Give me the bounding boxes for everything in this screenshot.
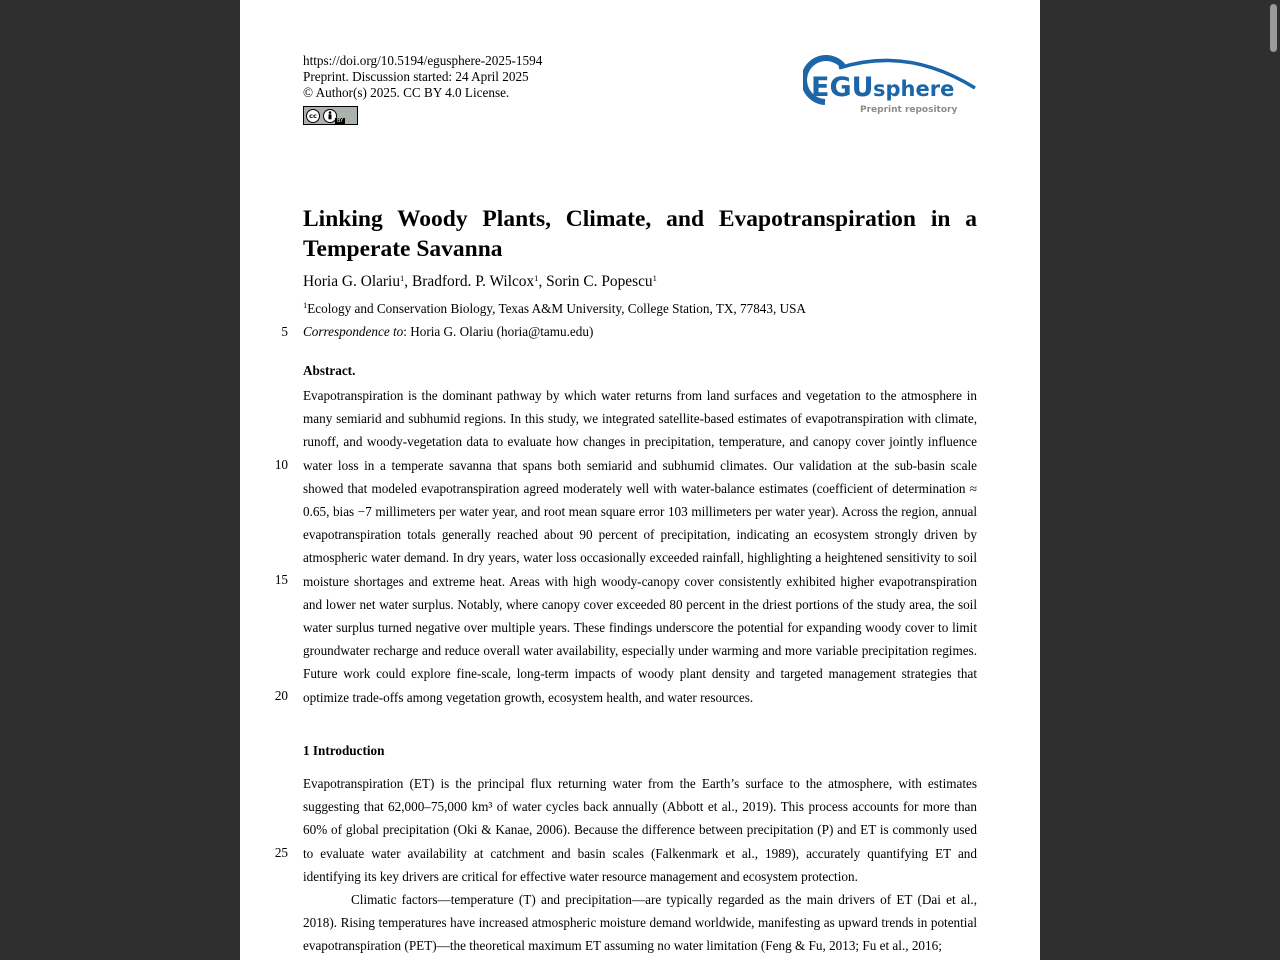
line-number: 20: [274, 688, 288, 703]
logo-subtitle: Preprint repository: [860, 105, 958, 115]
author-name: Bradford. P. Wilcox: [411, 273, 535, 290]
affil-sup: 1: [303, 300, 308, 310]
doi-link[interactable]: https://doi.org/10.5194/egusphere-2025-1594: [303, 53, 543, 68]
affil-text: Ecology and Conservation Biology, Texas A&M University, College Station, TX, 77843, USA: [307, 301, 806, 316]
line-number: 15: [274, 572, 288, 587]
logo-sphere-text: sphere: [873, 77, 955, 101]
section-heading: 1 Introduction: [303, 743, 385, 758]
by-label: BY: [337, 118, 344, 124]
author-affil-sup: 1: [652, 273, 657, 283]
correspondence-text: : Horia G. Olariu (horia@tamu.edu): [403, 324, 594, 339]
abstract-text: Evapotranspiration is the dominant pathway by which water returns from land surfaces and vegetation to the atmosphere in many semiarid and subhumid regions. In this study, we integrated satellite-based estimates of evapotranspiration with climate, runoff, and woody-vegetation data to evaluate how changes in precipitation, temperature, and canopy cover jointly influence water loss in a temperate savanna that spans both semiarid and subhumid climates. Our validation at the sub-basin scale showed that modeled evapotranspiration agreed moderately well with water-balance estimates (coefficient of determination ≈ 0.65, bias −7 millimeters per water year, and root mean square error 103 millimeters per water year). Across the region, annual evapotranspiration totals generally reached about 90 percent of precipitation, indicating an ecosystem strongly driven by atmospheric water demand. In dry years, water loss occasionally exceeded rainfall, highlighting a heightened sensitivity to soil moisture shortages and extreme heat. Areas with high woody-canopy cover consistently exhibited higher evapotranspiration and lower net water surplus. Notably, where canopy cover exceeded 80 percent in the driest portions of the study area, the soil water surplus turned negative over multiple years. These findings underscore the potential for expanding woody cover to limit groundwater recharge and reduce overall water availability, especially under warming and more variable precipitation regimes. Future work could explore fine-scale, long-term impacts of woody plant density and targeted management strategies that optimize trade-offs among vegetation growth, ecosystem health, and water resources.: [303, 388, 977, 705]
author-list: Horia G. Olariu$^1$, Bradford. P. Wilcox$^1$, Sorin C. Popescu$^1$: [303, 273, 657, 290]
cc-icon: cc: [306, 109, 320, 123]
egusphere-logo: [803, 52, 979, 120]
line-number: 25: [274, 845, 288, 860]
scrollbar-thumb[interactable]: [1270, 4, 1277, 52]
paragraph: Climatic factors—temperature (T) and precipitation—are typically regarded as the main drivers of ET (Dai et al., 2018). Rising temperatures have increased atmospheric moisture demand worldwide, manifesting as upward trends in potential evapotranspiration (PET)—the theoretical maximum ET assuming no water limitation (Feng & Fu, 2013; Fu et al., 2016;: [303, 892, 977, 954]
logo-egu-text: EGU: [811, 72, 874, 103]
line-number: 10: [274, 457, 288, 472]
document-page: [240, 0, 1040, 960]
affiliation: [303, 300, 806, 318]
copyright-line: © Author(s) 2025. CC BY 4.0 License.: [303, 85, 510, 100]
paper-title: Linking Woody Plants, Climate, and Evapotranspiration in a Temperate Savanna: [303, 206, 977, 262]
correspondence-label: Correspondence to: [303, 324, 404, 339]
line-number: 5: [281, 324, 288, 339]
correspondence: [303, 323, 593, 341]
header-metadata: [303, 53, 542, 101]
author-name: Sorin C. Popescu: [546, 273, 653, 290]
abstract-heading: Abstract.: [303, 363, 356, 378]
cc-by-license-badge[interactable]: [303, 106, 358, 125]
author-name: Horia G. Olariu: [303, 273, 401, 290]
paragraph: Evapotranspiration (ET) is the principal flux returning water from the Earth’s surface to the atmosphere, with estimates suggesting that 62,000–75,000 km³ of water cycles back annually (Abbott et al., 2019). This process accounts for more than 60% of global precipitation (Oki & Kanae, 2006). Because the difference between precipitation (P) and ET is commonly used to evaluate water availability at catchment and basin scales (Falkenmark et al., 1989), accurately quantifying ET and identifying its key drivers are critical for effective water resource management and ecosystem protection.: [303, 776, 977, 884]
preprint-date: Preprint. Discussion started: 24 April 2025: [303, 69, 529, 84]
author-affil-sup: 1: [400, 273, 405, 283]
vertical-scrollbar[interactable]: [1266, 0, 1280, 960]
author-affil-sup: 1: [534, 273, 539, 283]
